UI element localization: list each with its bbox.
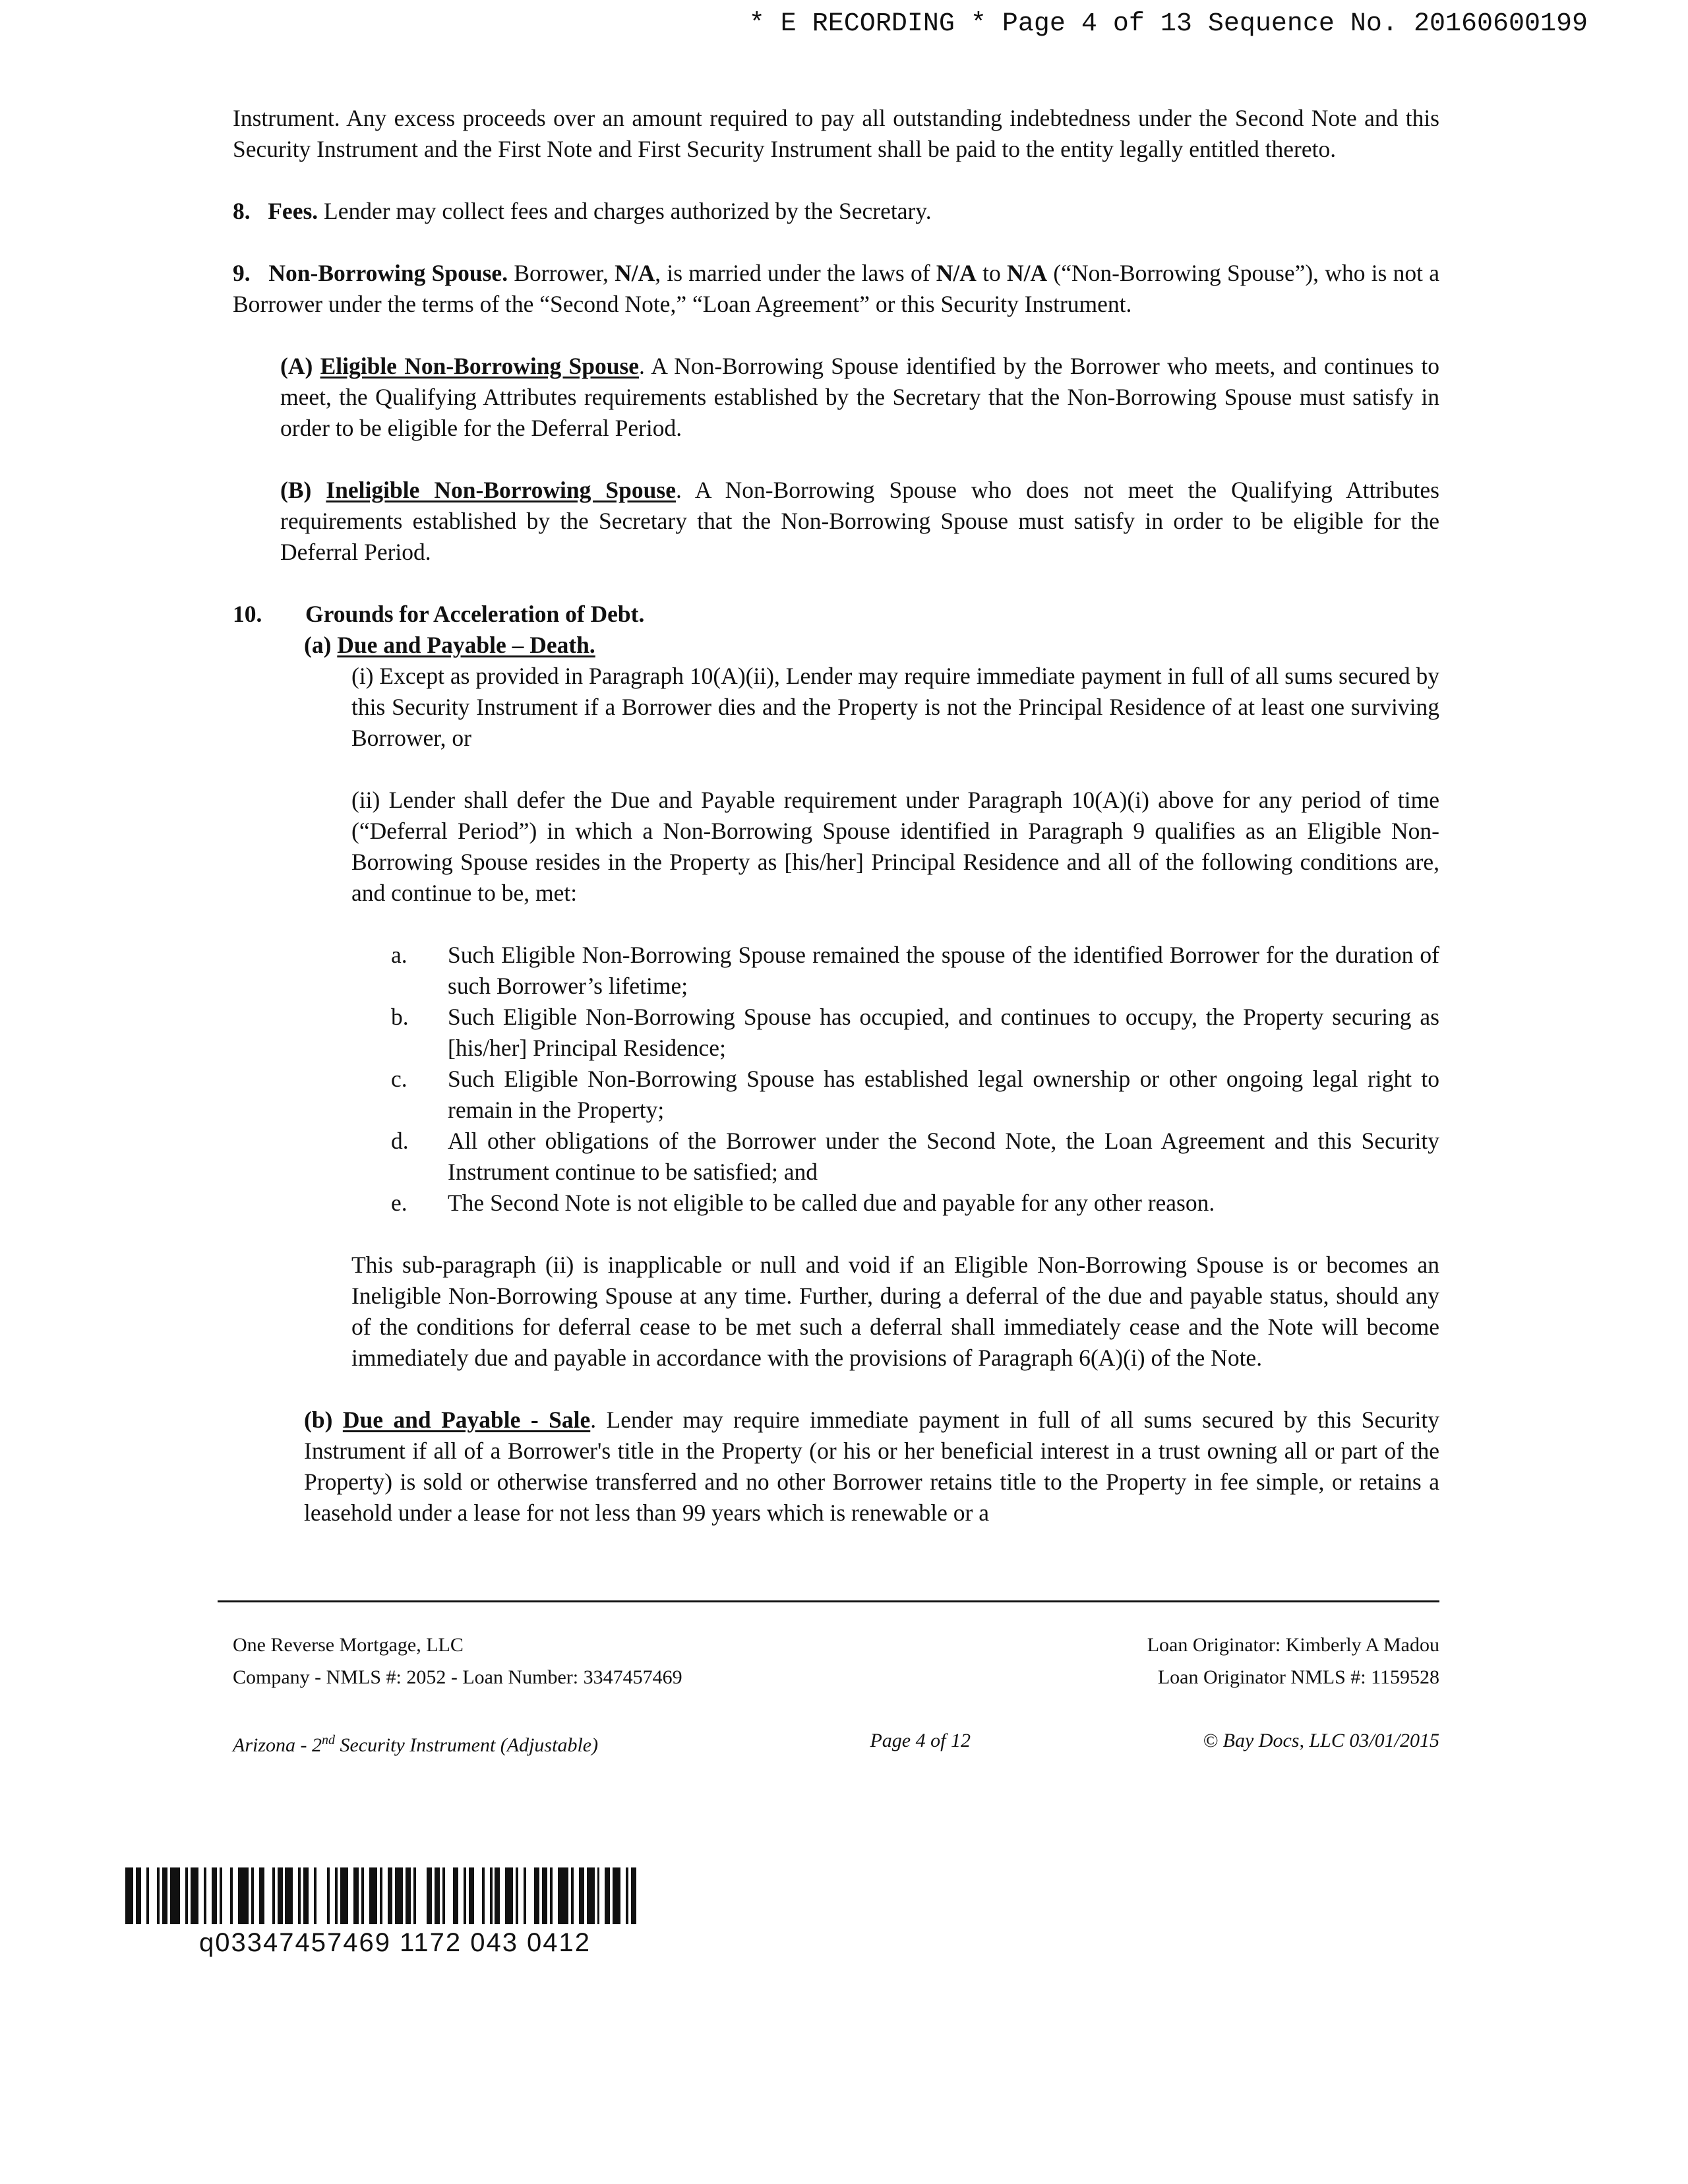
- footer-form-line: [233, 1724, 1439, 1761]
- loan-originator: Loan Originator: Kimberly A Madou: [1147, 1634, 1439, 1656]
- section-9-title: Non-Borrowing Spouse.: [268, 260, 508, 286]
- condition-text: All other obligations of the Borrower under the Second Note, the Loan Agreement and this Security Instrument continue to be satisfied; and: [448, 1128, 1439, 1185]
- section-10b-title: Due and Payable - Sale: [342, 1407, 591, 1433]
- section-9b-title: Ineligible Non-Borrowing Spouse: [326, 477, 676, 503]
- barcode-number: q03347457469 1172 043 0412: [199, 1928, 591, 1957]
- condition-item: [391, 1002, 1439, 1064]
- section-9: 9. Non-Borrowing Spouse. Borrower, N/A, is married under the laws of N/A to N/A (“Non-Borrowing Spouse”), who is not a Borrower under the terms of the “Second Note,” “Loan Agreement” or this Security Instrument.: [233, 260, 1439, 317]
- condition-item: [391, 1064, 1439, 1126]
- section-10-heading: 10. Grounds for Acceleration of Debt.: [233, 599, 1439, 630]
- company-nmls: Company - NMLS #: 2052 - Loan Number: 3347457469: [233, 1666, 682, 1688]
- company-name: One Reverse Mortgage, LLC: [233, 1634, 464, 1656]
- condition-item: [391, 1188, 1439, 1219]
- section-10a-heading: (a) Due and Payable – Death.: [304, 632, 595, 658]
- condition-marker: e.: [391, 1190, 407, 1216]
- section-10-title: Grounds for Acceleration of Debt.: [305, 601, 645, 627]
- footer-divider: [218, 1600, 1439, 1602]
- section-10a-i: (i) Except as provided in Paragraph 10(A)(ii), Lender may require immediate payment in full of all sums secured by this Security Instrument if a Borrower dies and the Property is not the Principal Residence of at least one surviving Borrower, or: [351, 663, 1439, 751]
- originator-nmls: Loan Originator NMLS #: 1159528: [1157, 1666, 1439, 1688]
- condition-text: The Second Note is not eligible to be called due and payable for any other reason.: [448, 1190, 1215, 1216]
- continuation-paragraph: Instrument. Any excess proceeds over an amount required to pay all outstanding indebtedness under the Second Note and this Security Instrument and the First Note and First Security Instrument shall be paid to the entity legally entitled thereto.: [233, 105, 1439, 162]
- condition-marker: b.: [391, 1004, 409, 1030]
- condition-item: [391, 940, 1439, 1002]
- condition-text: Such Eligible Non-Borrowing Spouse remained the spouse of the identified Borrower for the duration of such Borrower’s lifetime;: [448, 942, 1439, 999]
- section-10b: (b) Due and Payable - Sale. Lender may require immediate payment in full of all sums secured by this Security Instrument if all of a Borrower's title in the Property (or his or her beneficial interest in a trust owning all or part of the Property) is sold or otherwise transferred and no other Borrower retains title to the Property in fee simple, or retains a leasehold under a lease for not less than 99 years which is renewable or a: [304, 1407, 1440, 1526]
- footer-info: [233, 1629, 1439, 1693]
- barcode-image: [125, 1867, 645, 1924]
- section-10a-ii: (ii) Lender shall defer the Due and Payable requirement under Paragraph 10(A)(i) above for any period of time (“Deferral Period”) in which a Non-Borrowing Spouse identified in Paragraph 9 qualifies as an Eligible Non-Borrowing Spouse resides in the Property as [his/her] Principal Residence and all of the following conditions are, and continue to be, met:: [351, 787, 1439, 906]
- condition-marker: d.: [391, 1128, 409, 1154]
- section-10a-title: Due and Payable – Death.: [337, 632, 595, 658]
- section-9a: (A) Eligible Non-Borrowing Spouse. A Non-Borrowing Spouse identified by the Borrower who meets, and continues to meet, the Qualifying Attributes requirements established by the Secretary that the Non-Borrowing Spouse must satisfy in order to be eligible for the Deferral Period.: [280, 353, 1439, 441]
- condition-marker: a.: [391, 942, 407, 968]
- section-8-title: Fees.: [268, 198, 318, 224]
- section-9b: (B) Ineligible Non-Borrowing Spouse. A Non-Borrowing Spouse who does not meet the Qualifying Attributes requirements established by the Secretary that the Non-Borrowing Spouse must satisfy in order to be eligible for the Deferral Period.: [280, 477, 1439, 565]
- section-8: 8. Fees. Lender may collect fees and charges authorized by the Secretary.: [233, 198, 932, 224]
- conditions-list: [233, 940, 1439, 1219]
- condition-marker: c.: [391, 1066, 407, 1092]
- document-body: [233, 103, 1439, 1529]
- form-name: Arizona - 2nd Security Instrument (Adjustable): [233, 1733, 599, 1756]
- condition-text: Such Eligible Non-Borrowing Spouse has occupied, and continues to occupy, the Property securing as [his/her] Principal Residence;: [448, 1004, 1439, 1061]
- section-9a-title: Eligible Non-Borrowing Spouse: [320, 353, 640, 379]
- recording-header: * E RECORDING * Page 4 of 13 Sequence No. 20160600199: [748, 9, 1588, 39]
- section-10a-sub: This sub-paragraph (ii) is inapplicable or null and void if an Eligible Non-Borrowing Spouse is or becomes an Ineligible Non-Borrowing Spouse at any time. Further, during a deferral of the due and payable status, should any of the conditions for deferral cease to be met such a deferral shall immediately cease and the Note will become immediately due and payable in accordance with the provisions of Paragraph 6(A)(i) of the Note.: [351, 1252, 1439, 1371]
- condition-text: Such Eligible Non-Borrowing Spouse has established legal ownership or other ongoing legal right to remain in the Property;: [448, 1066, 1439, 1123]
- condition-item: [391, 1126, 1439, 1188]
- page-number: Page 4 of 12: [870, 1730, 971, 1751]
- copyright: © Bay Docs, LLC 03/01/2015: [1203, 1730, 1439, 1751]
